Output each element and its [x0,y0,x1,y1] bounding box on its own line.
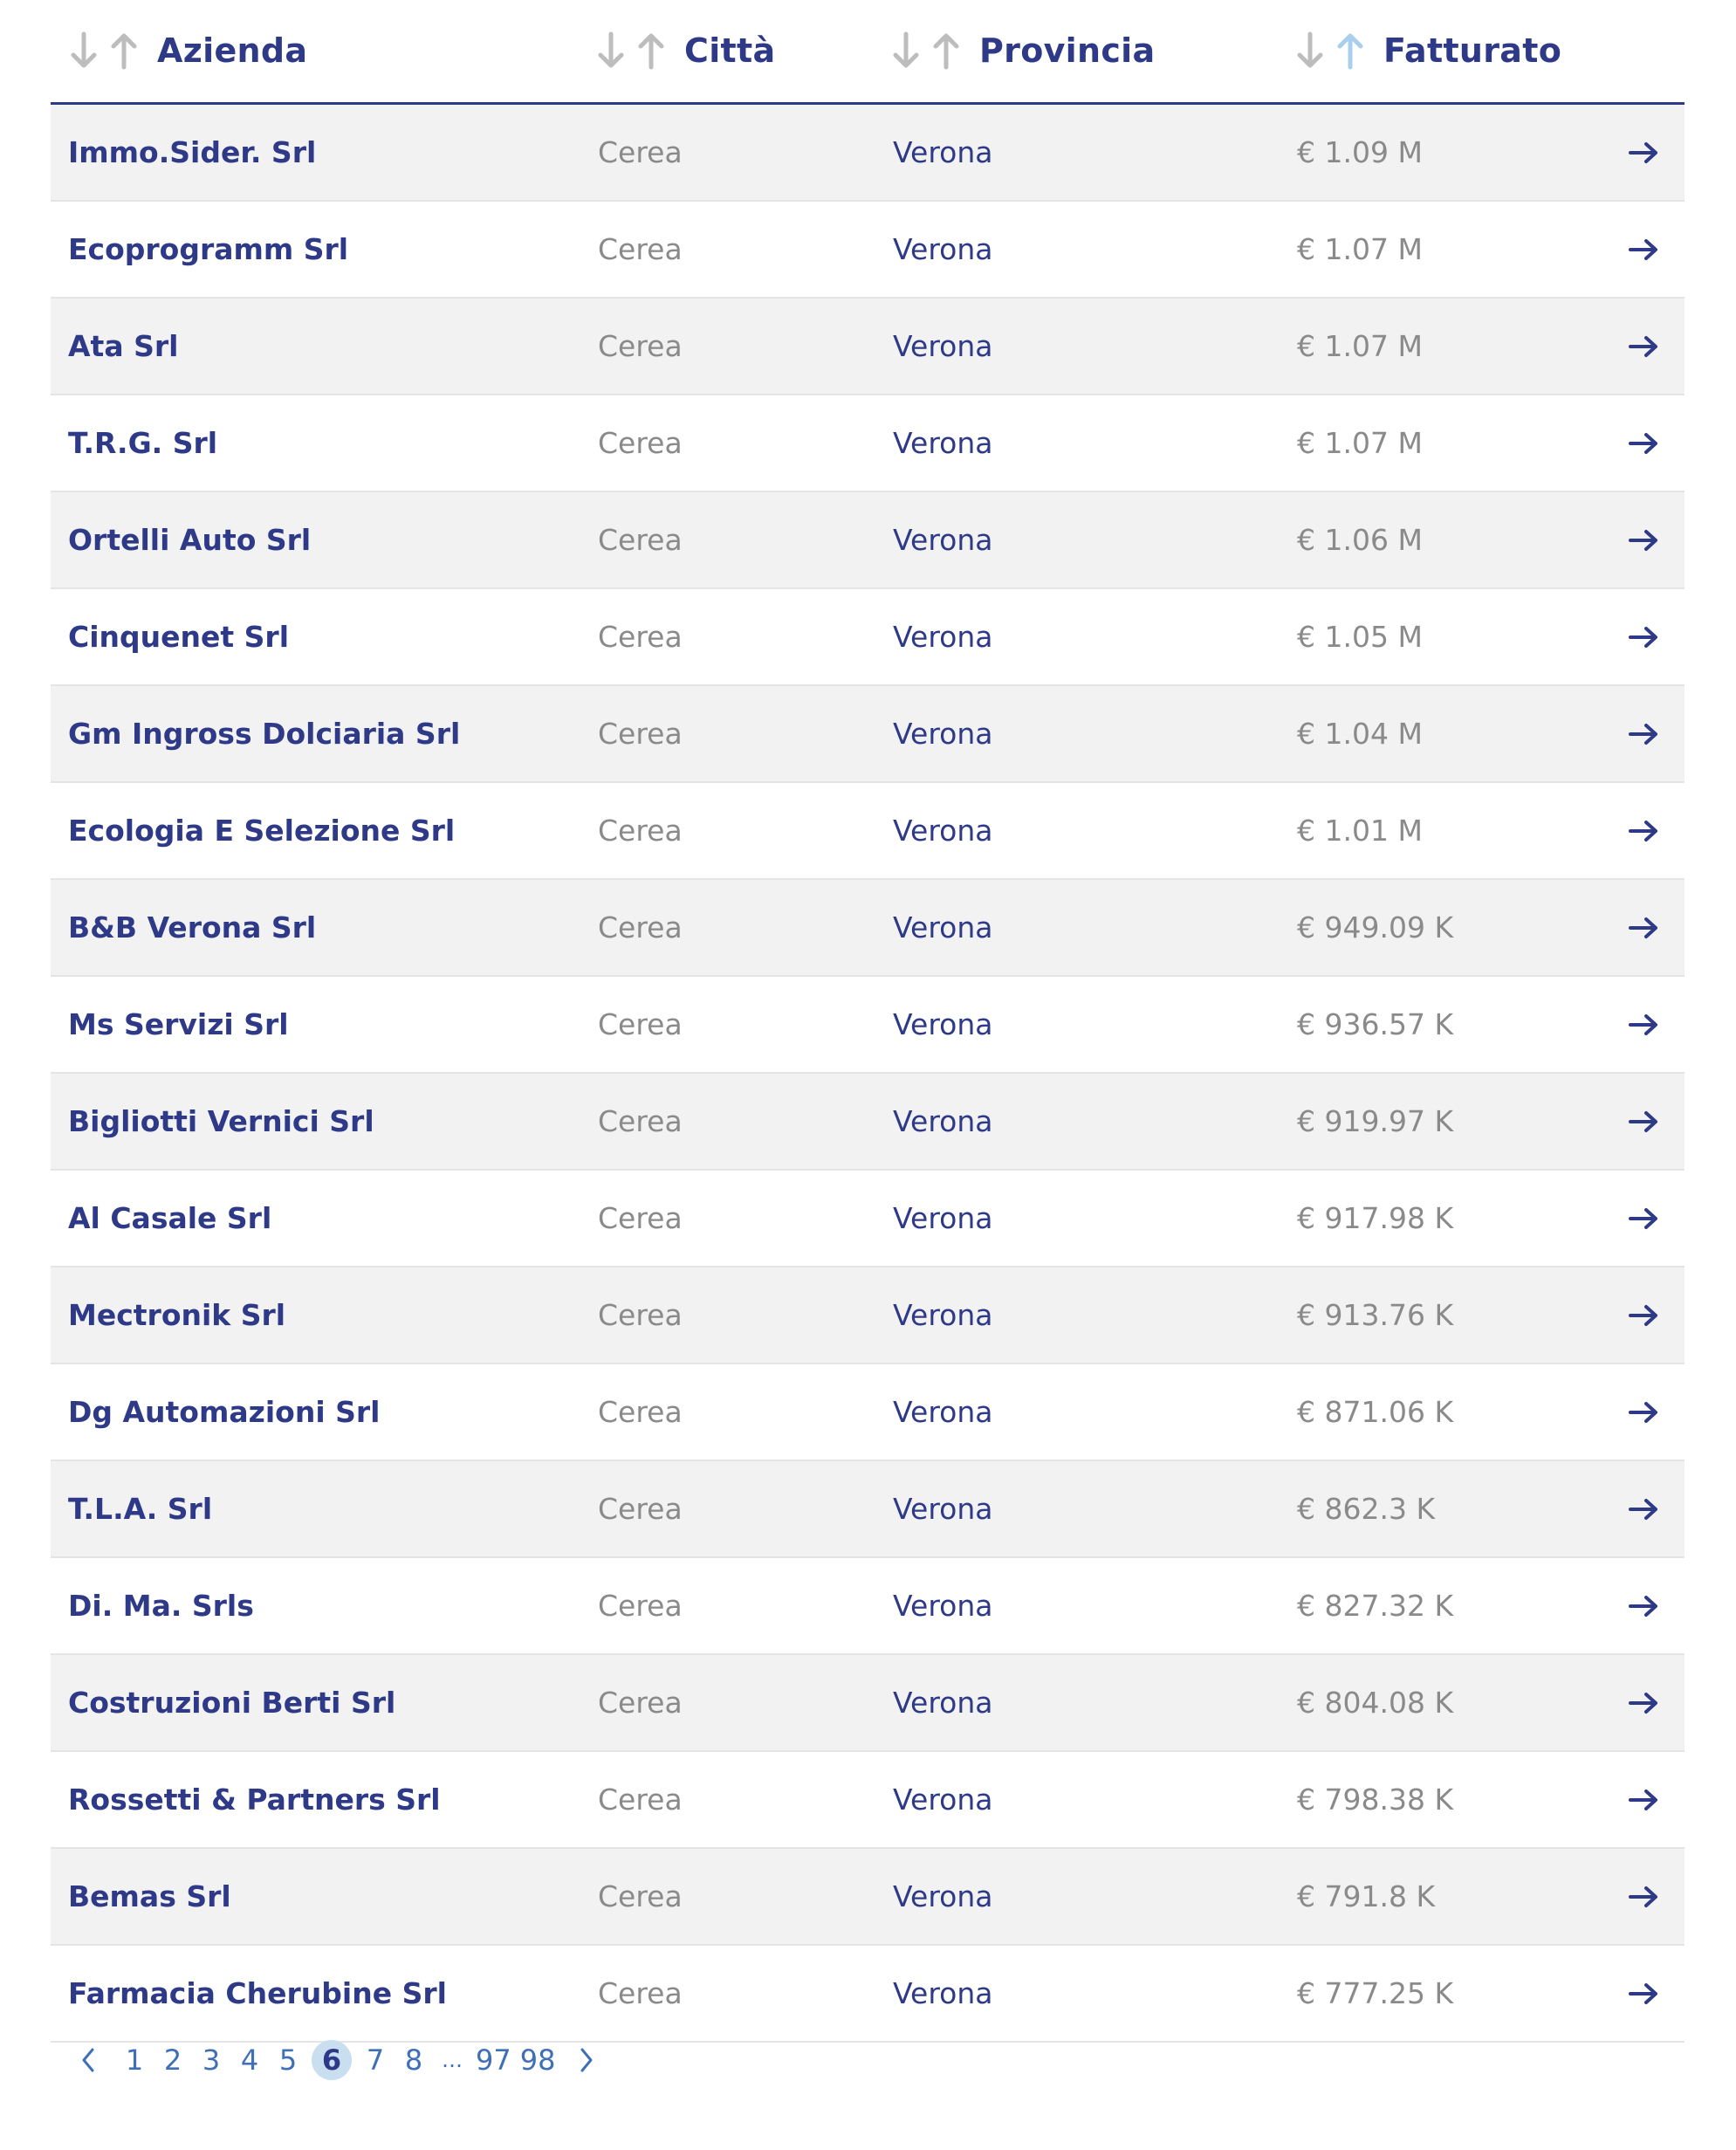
table-row[interactable] [51,492,1685,589]
chevron-left-icon[interactable] [73,2040,103,2080]
column-label-citta[interactable]: Città [684,31,776,70]
table-header [51,0,1685,105]
province-link[interactable]: Verona [893,426,993,460]
table-row[interactable] [51,299,1685,395]
table-row[interactable] [51,105,1685,202]
city-cell: Cerea [598,1976,683,2010]
company-name-link[interactable]: Di. Ma. Srls [68,1589,254,1623]
province-link[interactable]: Verona [893,1783,993,1817]
city-cell: Cerea [598,1492,683,1526]
arrow-right-icon[interactable] [1629,202,1658,297]
table-row[interactable] [51,1074,1685,1171]
revenue-cell: € 798.38 K [1297,1783,1454,1817]
arrow-right-icon[interactable] [1629,1364,1658,1460]
page-link[interactable]: 5 [278,2044,298,2077]
city-cell: Cerea [598,1007,683,1041]
sort-control-azienda[interactable] [68,29,140,72]
revenue-cell: € 1.01 M [1297,814,1423,848]
company-name-link[interactable]: T.L.A. Srl [68,1492,213,1526]
sort-desc-icon[interactable] [595,29,627,72]
company-name-link[interactable]: Ortelli Auto Srl [68,523,312,557]
province-link[interactable]: Verona [893,329,993,363]
company-name-link[interactable]: Bemas Srl [68,1879,231,1913]
province-link[interactable]: Verona [893,717,993,751]
city-cell: Cerea [598,135,683,169]
revenue-cell: € 936.57 K [1297,1007,1454,1041]
table-row[interactable] [51,1171,1685,1267]
chevron-right-icon[interactable] [572,2040,601,2080]
arrow-right-icon[interactable] [1629,1558,1658,1653]
province-link[interactable]: Verona [893,1298,993,1332]
company-name-link[interactable]: Ecologia E Selezione Srl [68,814,456,848]
column-label-provincia[interactable]: Provincia [979,31,1156,70]
table-row[interactable] [51,1364,1685,1461]
arrow-right-icon[interactable] [1629,1752,1658,1847]
province-link[interactable]: Verona [893,1395,993,1429]
page-link[interactable]: 7 [366,2044,385,2077]
city-cell: Cerea [598,1589,683,1623]
column-header-citta[interactable] [595,24,775,77]
company-name-link[interactable]: Rossetti & Partners Srl [68,1783,441,1817]
company-name-link[interactable]: Farmacia Cherubine Srl [68,1976,447,2010]
arrow-right-icon[interactable] [1629,492,1658,587]
page-link[interactable]: 1 [125,2044,144,2077]
sort-asc-icon-active[interactable] [1335,29,1366,72]
revenue-cell: € 804.08 K [1297,1686,1454,1720]
province-link[interactable]: Verona [893,1686,993,1720]
arrow-right-icon[interactable] [1629,1171,1658,1266]
table-row[interactable] [51,686,1685,783]
province-link[interactable]: Verona [893,1007,993,1041]
page-link[interactable]: 8 [404,2044,423,2077]
arrow-right-icon[interactable] [1629,783,1658,878]
province-link[interactable]: Verona [893,135,993,169]
arrow-right-icon[interactable] [1629,395,1658,491]
arrow-right-icon[interactable] [1629,1267,1658,1363]
company-name-link[interactable]: Ata Srl [68,329,179,363]
company-name-link[interactable]: Costruzioni Berti Srl [68,1686,396,1720]
sort-desc-icon[interactable] [890,29,922,72]
pagination [61,2034,614,2086]
sort-asc-icon[interactable] [635,29,667,72]
sort-control-citta[interactable] [595,29,667,72]
column-label-azienda[interactable]: Azienda [157,31,308,70]
page-link[interactable]: 4 [240,2044,259,2077]
province-link[interactable]: Verona [893,620,993,654]
city-cell: Cerea [598,717,683,751]
table-row[interactable] [51,1558,1685,1655]
column-header-provincia[interactable] [890,24,1155,77]
arrow-right-icon[interactable] [1629,1849,1658,1944]
company-name-link[interactable]: B&B Verona Srl [68,910,317,944]
sort-asc-icon[interactable] [930,29,962,72]
province-link[interactable]: Verona [893,1201,993,1235]
revenue-cell: € 827.32 K [1297,1589,1454,1623]
revenue-cell: € 1.06 M [1297,523,1423,557]
arrow-right-icon[interactable] [1629,686,1658,781]
city-cell: Cerea [598,620,683,654]
company-name-link[interactable]: Mectronik Srl [68,1298,286,1332]
page-link[interactable]: 97 [476,2044,511,2077]
city-cell: Cerea [598,1298,683,1332]
province-link[interactable]: Verona [893,910,993,944]
table-row[interactable] [51,977,1685,1074]
page-link[interactable]: 2 [163,2044,182,2077]
sort-desc-icon[interactable] [1294,29,1326,72]
column-label-fatturato[interactable]: Fatturato [1383,31,1562,70]
city-cell: Cerea [598,329,683,363]
city-cell: Cerea [598,1686,683,1720]
province-link[interactable]: Verona [893,814,993,848]
company-name-link[interactable]: Bigliotti Vernici Srl [68,1104,374,1138]
revenue-cell: € 913.76 K [1297,1298,1454,1332]
arrow-right-icon[interactable] [1629,1946,1658,2041]
revenue-cell: € 949.09 K [1297,910,1454,944]
arrow-right-icon[interactable] [1629,105,1658,200]
revenue-cell: € 1.07 M [1297,426,1423,460]
city-cell: Cerea [598,1783,683,1817]
revenue-cell: € 871.06 K [1297,1395,1454,1429]
column-header-azienda[interactable] [68,24,307,77]
arrow-right-icon[interactable] [1629,1461,1658,1556]
arrow-right-icon[interactable] [1629,299,1658,394]
city-cell: Cerea [598,426,683,460]
province-link[interactable]: Verona [893,1976,993,2010]
city-cell: Cerea [598,1879,683,1913]
sort-asc-icon[interactable] [108,29,140,72]
table-body [51,105,1685,2043]
province-link[interactable]: Verona [893,232,993,266]
city-cell: Cerea [598,814,683,848]
page-link-current[interactable]: 6 [312,2040,352,2080]
revenue-cell: € 862.3 K [1297,1492,1436,1526]
table-row[interactable] [51,1946,1685,2043]
city-cell: Cerea [598,1104,683,1138]
company-name-link[interactable]: Ms Servizi Srl [68,1007,289,1041]
table-row[interactable] [51,589,1685,686]
city-cell: Cerea [598,523,683,557]
revenue-cell: € 1.04 M [1297,717,1423,751]
arrow-right-icon[interactable] [1629,589,1658,684]
table-row[interactable] [51,395,1685,492]
company-name-link[interactable]: Dg Automazioni Srl [68,1395,381,1429]
revenue-cell: € 919.97 K [1297,1104,1454,1138]
city-cell: Cerea [598,910,683,944]
revenue-cell: € 1.05 M [1297,620,1423,654]
company-name-link[interactable]: Gm Ingross Dolciaria Srl [68,717,461,751]
arrow-right-icon[interactable] [1629,880,1658,975]
page-link[interactable]: 98 [519,2044,556,2077]
province-link[interactable]: Verona [893,523,993,557]
company-name-link[interactable]: Immo.Sider. Srl [68,135,317,169]
company-name-link[interactable]: Al Casale Srl [68,1201,272,1235]
city-cell: Cerea [598,1201,683,1235]
arrow-right-icon[interactable] [1629,1074,1658,1169]
page-link[interactable]: 3 [202,2044,221,2077]
table-row[interactable] [51,1849,1685,1946]
province-link[interactable]: Verona [893,1104,993,1138]
province-link[interactable]: Verona [893,1589,993,1623]
page-ellipsis: … [442,2048,463,2072]
table-row[interactable] [51,783,1685,880]
revenue-cell: € 917.98 K [1297,1201,1454,1235]
city-cell: Cerea [598,232,683,266]
city-cell: Cerea [598,1395,683,1429]
revenue-cell: € 1.09 M [1297,135,1423,169]
company-name-link[interactable]: T.R.G. Srl [68,426,218,460]
revenue-cell: € 791.8 K [1297,1879,1436,1913]
company-name-link[interactable]: Ecoprogramm Srl [68,232,349,266]
table-row[interactable] [51,880,1685,977]
company-name-link[interactable]: Cinquenet Srl [68,620,290,654]
province-link[interactable]: Verona [893,1879,993,1913]
table-row[interactable] [51,1461,1685,1558]
table-row[interactable] [51,202,1685,299]
revenue-cell: € 1.07 M [1297,329,1423,363]
revenue-cell: € 1.07 M [1297,232,1423,266]
table-row[interactable] [51,1267,1685,1364]
province-link[interactable]: Verona [893,1492,993,1526]
column-header-fatturato[interactable] [1294,24,1561,77]
revenue-cell: € 777.25 K [1297,1976,1454,2010]
sort-control-fatturato[interactable] [1294,29,1366,72]
table-row[interactable] [51,1752,1685,1849]
table-row[interactable] [51,1655,1685,1752]
arrow-right-icon[interactable] [1629,1655,1658,1750]
arrow-right-icon[interactable] [1629,977,1658,1072]
sort-desc-icon[interactable] [68,29,99,72]
company-table [51,0,1685,2043]
sort-control-provincia[interactable] [890,29,962,72]
